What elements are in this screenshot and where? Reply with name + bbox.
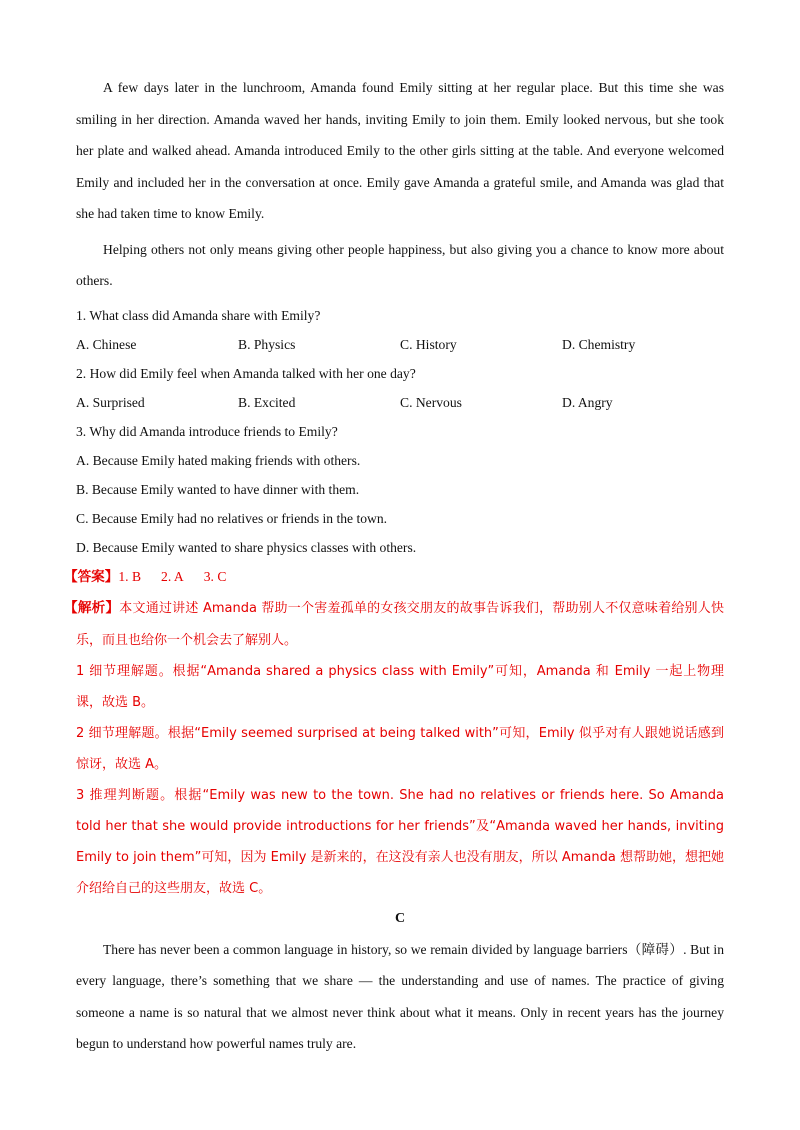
document-page — [64, 72, 724, 1064]
option-2c: C. Nervous — [400, 394, 462, 410]
answer-3: 3. C — [203, 568, 227, 584]
option-3b: B. Because Emily wanted to have dinner with them. — [76, 481, 360, 497]
question-2-options — [76, 388, 724, 417]
option-1a: A. Chinese — [76, 336, 137, 352]
answer-key — [64, 562, 724, 592]
passage-paragraph-2: Helping others not only means giving other people happiness, but also giving you a chance to know more about others. — [76, 241, 724, 288]
option-1b: B. Physics — [238, 336, 296, 352]
section-c-title: C — [394, 910, 406, 926]
answer-2: 2. A — [161, 568, 184, 584]
option-3c: C. Because Emily had no relatives or friends in the town. — [76, 510, 388, 526]
analysis-tag: 【解析】 — [64, 599, 120, 616]
option-2d: D. Angry — [562, 394, 613, 410]
analysis-summary — [64, 592, 724, 656]
analysis-explanation-2: 2 细节理解题。根据“Emily seemed surprised at being talked with”可知，Emily 似乎对有人跟她说话感到惊讶，故选 A。 — [76, 725, 724, 772]
answer-1: 1. B — [118, 568, 142, 584]
question-1-stem: 1. What class did Amanda share with Emily? — [76, 307, 321, 323]
question-2 — [76, 359, 724, 417]
question-1-options — [76, 330, 724, 359]
option-2b: B. Excited — [238, 394, 296, 410]
option-3a: A. Because Emily hated making friends with others. — [76, 452, 361, 468]
option-3d: D. Because Emily wanted to share physics classes with others. — [76, 539, 417, 555]
option-1d: D. Chemistry — [562, 336, 636, 352]
analysis-explanation-1: 1 细节理解题。根据“Amanda shared a physics class with Emily”可知，Amanda 和 Emily 一起上物理课，故选 B。 — [76, 663, 724, 710]
question-2-stem: 2. How did Emily feel when Amanda talked with her one day? — [76, 365, 416, 381]
analysis-explanation-3: 3 推理判断题。根据“Emily was new to the town. She had no relatives or friends here. So Amanda told her that she would provide introductions for her friends”及“Amanda waved her hands, inviting Emily to join them”可知，因为 Emily 是新来的，在这没有亲人也没有朋友，所以 Amanda 想帮助她，想把她介绍给自己的这些朋友，故选 C。 — [76, 787, 724, 896]
analysis-summary-text: 本文通过讲述 Amanda 帮助一个害羞孤单的女孩交朋友的故事告诉我们，帮助别人不仅意味着给别人快乐，而且也给你一个机会去了解别人。 — [76, 600, 724, 648]
option-2a: A. Surprised — [76, 394, 145, 410]
answer-tag: 【答案】 — [64, 568, 119, 585]
option-1c: C. History — [400, 336, 457, 352]
passage-paragraph-1: A few days later in the lunchroom, Amanda found Emily sitting at her regular place. But this time she was smiling in her direction. Amanda waved her hands, inviting Emily to join them. Emily looked nervous, but she took her plate and walked ahead. Amanda introduced Emily to the other girls sitting at the table. And everyone welcomed Emily and included her in the conversation at once. Emily gave Amanda a grateful smile, and Amanda was glad that she had taken time to know Emily. — [76, 80, 724, 221]
question-3-stem: 3. Why did Amanda introduce friends to Emily? — [76, 423, 338, 439]
question-1 — [76, 301, 724, 359]
question-3 — [76, 417, 724, 562]
section-c-paragraph-1: There has never been a common language in history, so we remain divided by language barriers（障碍）. But in every language, there’s something that we share — the understanding and use of names. The practice of giving someone a name is so natural that we almost never think about what it means. Only in recent years has the journey begun to understand how powerful names truly are. — [76, 941, 724, 1051]
